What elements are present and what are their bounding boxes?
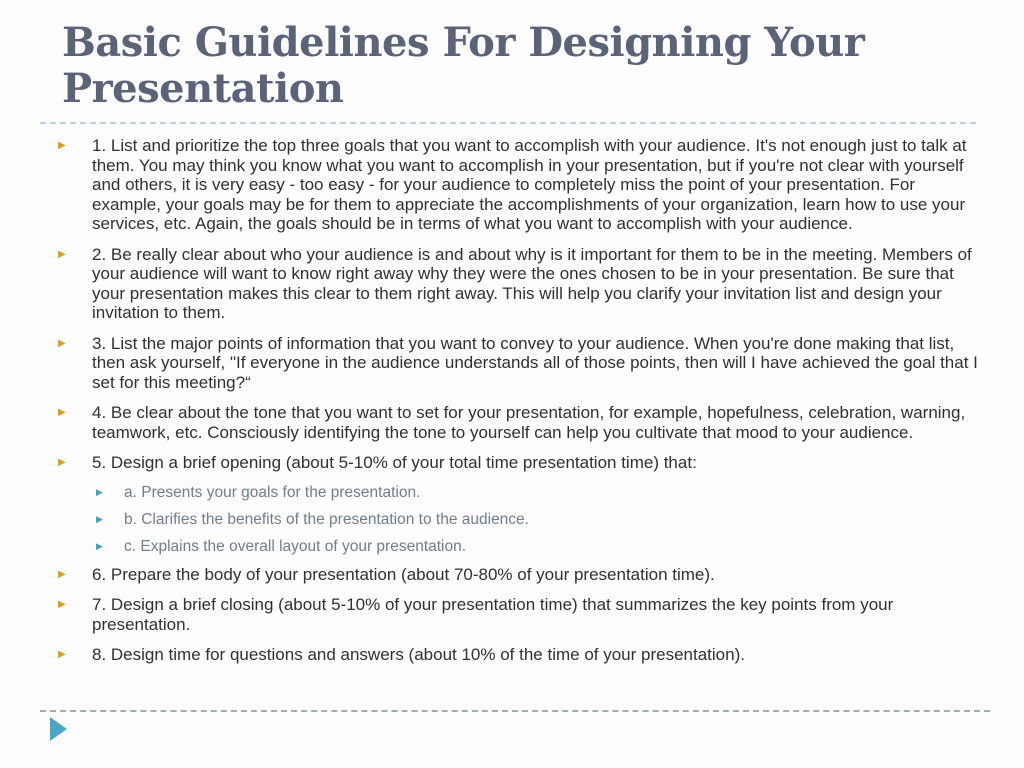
title-block: [0, 0, 1024, 112]
list-item-text: 7. Design a brief closing (about 5-10% of your presentation time) that summarizes the key points from your presentation.: [92, 595, 894, 634]
list-item-text: 4. Be clear about the tone that you want to set for your presentation, for example, hopefulness, celebration, warning, teamwork, etc. Consciously identifying the tone to yourself can help you cultivate that mood to your audience.: [92, 403, 966, 442]
next-arrow-icon: [50, 717, 67, 741]
bullet-list: [0, 136, 1024, 665]
list-item: [56, 334, 1024, 393]
bullet-arrow-icon: ▶: [58, 407, 66, 418]
sub-list-item: [94, 511, 1024, 528]
list-item-text: 1. List and prioritize the top three goals that you want to accomplish with your audience. It's not enough just to talk at them. You may think you know what you want to accomplish in your presentation, but if you're not clear with yourself and others, it is very easy - too easy - for your audience to completely miss the point of your presentation. For example, your goals may be for them to appreciate the accomplishments of your organization, learn how to use your services, etc. Again, the goals should be in terms of what you want to accomplish with your audience.: [92, 136, 967, 233]
list-item-text: 2. Be really clear about who your audience is and about why is it important for them to be in the meeting. Members of your audience will want to know right away why they were the ones chosen to be in your presentation. Be sure that your presentation makes this clear to them right away. This will help you clarify your invitation list and design your invitation to them.: [92, 244, 972, 322]
list-item: [56, 645, 1024, 665]
list-item-text: c. Explains the overall layout of your presentation.: [124, 537, 467, 555]
bullet-arrow-icon: ▶: [58, 337, 66, 349]
list-item-text: b. Clarifies the benefits of the presentation to the audience.: [124, 510, 529, 528]
list-item-text: a. Presents your goals for the presentation.: [124, 483, 421, 501]
bullet-arrow-icon: ▶: [58, 649, 66, 660]
bullet-arrow-icon: ▶: [58, 457, 66, 468]
list-item: [56, 136, 1024, 234]
title-divider-dashed-line: [40, 122, 976, 124]
bullet-arrow-icon: ▶: [58, 248, 66, 260]
list-item: [56, 245, 1024, 323]
list-item-text: 3. List the major points of information that you want to convey to your audience. When you're done making that list, then ask yourself, "If everyone in the audience understands all of those points, then will I have achieved the goal that I set for this meeting?“: [92, 333, 978, 392]
list-item-text: 8. Design time for questions and answers (about 10% of the time of your presentation).: [92, 645, 745, 664]
sub-bullet-arrow-icon: ▶: [96, 540, 103, 551]
list-item: [56, 595, 1024, 634]
sub-list-item: [94, 538, 1024, 555]
bullet-arrow-icon: ▶: [58, 599, 66, 610]
page-title-line-2: Presentation: [62, 65, 344, 112]
bullet-arrow-icon: ▶: [58, 140, 66, 151]
list-item-text: 6. Prepare the body of your presentation (about 70-80% of your presentation time).: [92, 564, 715, 584]
page-title: [62, 20, 976, 112]
page-title-line-1: Basic Guidelines For Designing Your: [62, 19, 865, 66]
sub-bullet-arrow-icon: ▶: [96, 486, 103, 497]
sub-list-item: [94, 484, 1024, 501]
sub-bullet-arrow-icon: ▶: [96, 513, 103, 524]
list-item: [56, 565, 1024, 585]
footer-divider-dashed-line: [40, 710, 990, 712]
list-item: [56, 453, 1024, 473]
bullet-arrow-icon: ▶: [58, 568, 66, 580]
list-item-text: 5. Design a brief opening (about 5-10% of your total time presentation time) that:: [92, 453, 697, 472]
list-item: [56, 403, 1024, 442]
